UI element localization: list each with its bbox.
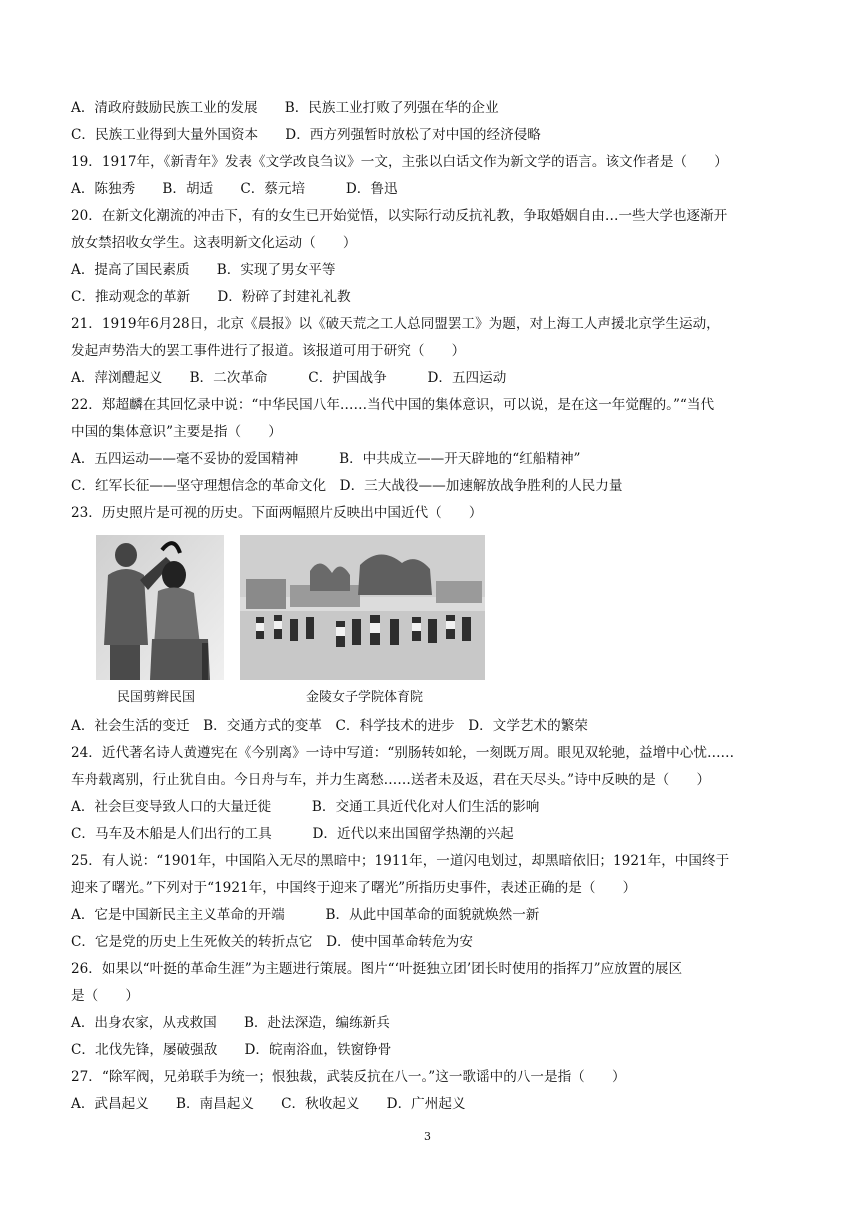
page-number: 3: [424, 1130, 431, 1143]
question-19: 19．1917年，《新青年》发表《文学改良刍议》一文，主张以白话文作为新文学的语言。该文作者是（ ）: [71, 154, 728, 170]
photo-queue-cutting: [96, 535, 224, 680]
options-25-ab: A．它是中国新民主主义革命的开端 B．从此中国革命的面貌就焕然一新: [71, 907, 540, 923]
question-20-line1: 20．在新文化潮流的冲击下，有的女生已开始觉悟，以实际行动反抗礼教，争取婚姻自由…一些大学也逐渐开: [71, 208, 728, 224]
question-23: 23．历史照片是可视的历史。下面两幅照片反映出中国近代（ ）: [71, 505, 483, 521]
question-24-line1: 24．近代著名诗人黄遵宪在《今别离》一诗中写道：“别肠转如轮，一刻既万周。眼见双轮驰，益增中心忧……: [71, 745, 735, 761]
line-option-18-ab: A．清政府鼓励民族工业的发展 B．民族工业打败了列强在华的企业: [71, 100, 499, 116]
options-20-ab: A．提高了国民素质 B．实现了男女平等: [71, 262, 336, 278]
options-22-cd: C．红军长征——坚守理想信念的革命文化 D．三大战役——加速解放战争胜利的人民力量: [71, 478, 623, 494]
question-22-line2: 中国的集体意识”主要是指（ ）: [71, 424, 282, 440]
options-24-cd: C．马车及木船是人们出行的工具 D．近代以来出国留学热潮的兴起: [71, 826, 514, 842]
question-25-line2: 迎来了曙光。”下列对于“1921年，中国终于迎来了曙光”所指历史事件，表述正确的是（ ）: [71, 880, 637, 896]
options-19: A．陈独秀 B．胡适 C．蔡元培 D．鲁迅: [71, 181, 398, 197]
options-26-ab: A．出身农家，从戎救国 B．赴法深造，编练新兵: [71, 1015, 390, 1031]
question-21-line2: 发起声势浩大的罢工事件进行了报道。该报道可用于研究（ ）: [71, 343, 466, 359]
question-24-line2: 车舟载离别，行止犹自由。今日舟与车，并力生离愁……送者未及返，君在天尽头。”诗中反映的是（ ）: [71, 772, 711, 788]
question-25-line1: 25．有人说：“1901年，中国陷入无尽的黑暗中；1911年，一道闪电划过，却黑暗依旧；1921年，中国终于: [71, 853, 730, 869]
options-23: A．社会生活的变迁 B．交通方式的变革 C．科学技术的进步 D．文学艺术的繁荣: [71, 718, 588, 734]
question-22-line1: 22．郑超麟在其回忆录中说：“中华民国八年……当代中国的集体意识，可以说，是在这一年觉醒的。”“当代: [71, 397, 715, 413]
photo-ginling-college-pe: [240, 535, 485, 680]
caption-left-photo: 民国剪辫民国: [117, 690, 196, 705]
question-26-line2: 是（ ）: [71, 988, 139, 1004]
options-25-cd: C．它是党的历史上生死攸关的转折点它 D．使中国革命转危为安: [71, 934, 473, 950]
options-27: A．武昌起义 B．南昌起义 C．秋收起义 D．广州起义: [71, 1096, 466, 1112]
options-24-ab: A．社会巨变导致人口的大量迁徙 B．交通工具近代化对人们生活的影响: [71, 799, 540, 815]
question-21-line1: 21．1919年6月28日，北京《晨报》以《破天荒之工人总同盟罢工》为题，对上海工人声援北京学生运动，: [71, 316, 720, 332]
options-20-cd: C．推动观念的革新 D．粉碎了封建礼礼教: [71, 289, 351, 305]
options-26-cd: C．北伐先锋，屡破强敌 D．皖南浴血，铁窗铮骨: [71, 1042, 392, 1058]
question-20-line2: 放女禁招收女学生。这表明新文化运动（ ）: [71, 235, 357, 251]
options-22-ab: A．五四运动——毫不妥协的爱国精神 B．中共成立——开天辟地的“红船精神”: [71, 451, 581, 467]
line-option-18-cd: C．民族工业得到大量外国资本 D．西方列强暂时放松了对中国的经济侵略: [71, 127, 541, 143]
options-21: A．萍浏醴起义 B．二次革命 C．护国战争 D．五四运动: [71, 370, 507, 386]
question-26-line1: 26．如果以“叶挺的革命生涯”为主题进行策展。图片“‘叶挺独立团’团长时使用的指挥刀”应放置的展区: [71, 961, 683, 977]
question-27: 27．“除军阀，兄弟联手为统一；恨独裁，武装反抗在八一。”这一歌谣中的八一是指（ ）: [71, 1069, 626, 1085]
caption-right-photo: 金陵女子学院体育院: [306, 690, 424, 705]
